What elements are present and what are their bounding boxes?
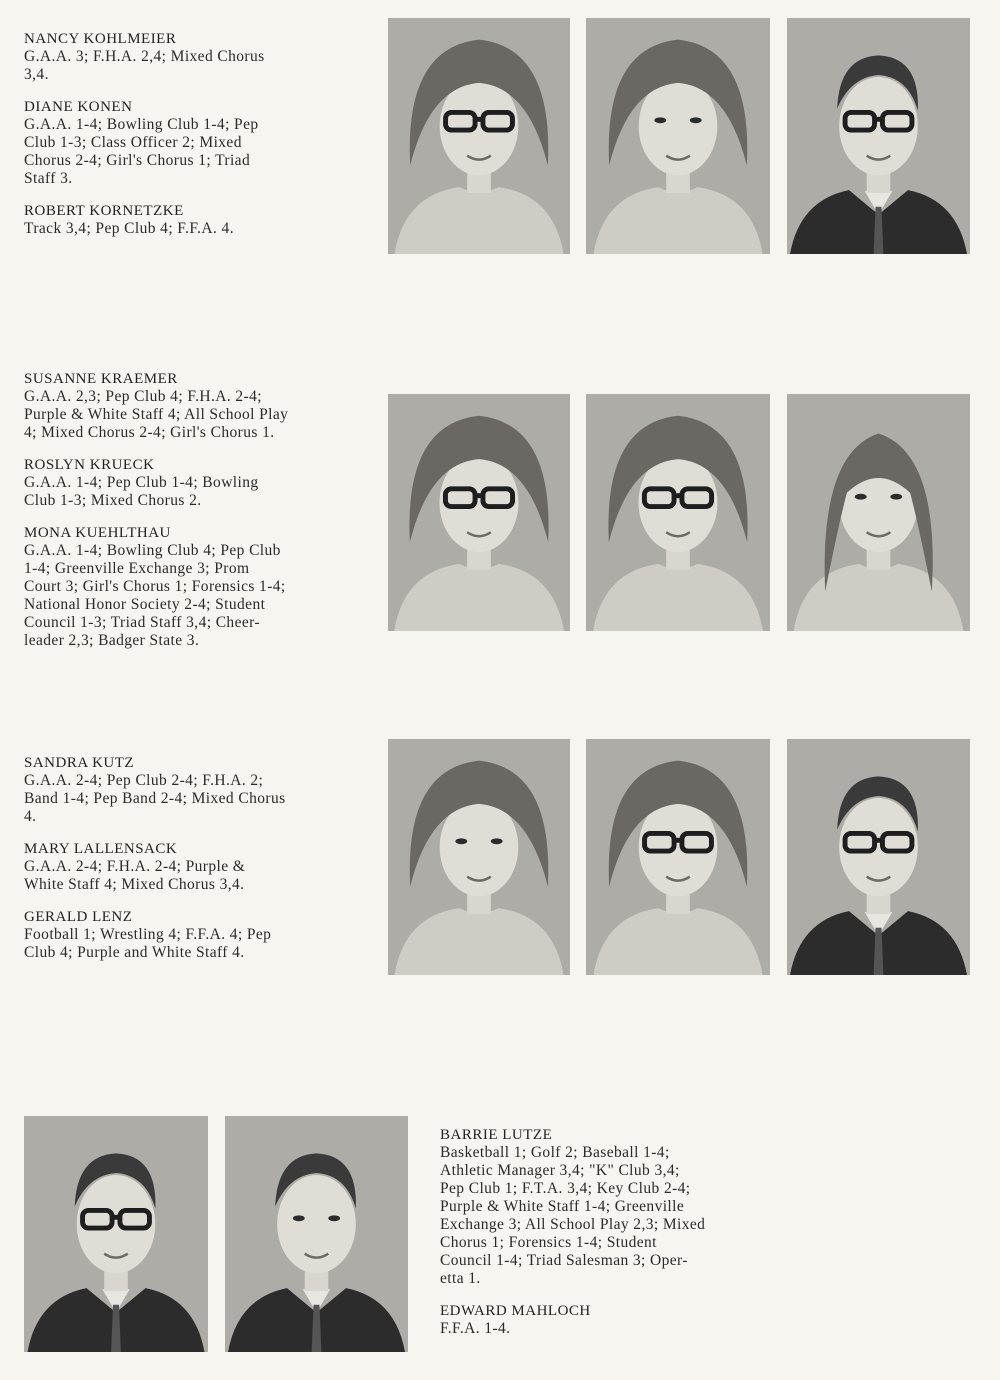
student-activities: G.A.A. 1-4; Pep Club 1-4; Bowling Club 1-3; Mixed Chorus 2. xyxy=(24,474,259,509)
student-portrait-photo xyxy=(388,739,570,975)
student-name: ROSLYN KRUECK xyxy=(24,457,155,473)
student-portrait-photo xyxy=(388,394,570,631)
student-name: DIANE KONEN xyxy=(24,99,133,115)
text-group-1 xyxy=(24,30,374,252)
student-name: MONA KUEHLTHAU xyxy=(24,525,171,541)
student-portrait-photo xyxy=(787,18,970,254)
student-entry xyxy=(24,202,374,238)
text-group-4 xyxy=(440,1126,800,1352)
student-name: SUSANNE KRAEMER xyxy=(24,371,178,387)
student-activities: G.A.A. 3; F.H.A. 2,4; Mixed Chorus 3,4. xyxy=(24,48,265,83)
student-entry xyxy=(440,1302,800,1338)
portrait-illustration xyxy=(586,18,770,254)
student-activities: Basketball 1; Golf 2; Baseball 1-4; Athletic Manager 3,4; "K" Club 3,4; Pep Club 1; F.T.A. 3,4; Key Club 2-4; Purple & White Staff 1-4; Greenville Exchange 3; All School Play 2,3; Mixed Chorus 1; Forensics 1-4; Student Council 1-4; Triad Salesman 3; Oper- etta 1. xyxy=(440,1144,706,1287)
student-activities: Football 1; Wrestling 4; F.F.A. 4; Pep Club 4; Purple and White Staff 4. xyxy=(24,926,272,961)
student-activities: G.A.A. 2,3; Pep Club 4; F.H.A. 2-4; Purple & White Staff 4; All School Play 4; Mixed Chorus 2-4; Girl's Chorus 1. xyxy=(24,388,289,441)
text-group-3 xyxy=(24,754,374,976)
student-portrait-photo xyxy=(225,1116,408,1352)
portrait-illustration xyxy=(787,739,970,975)
student-portrait-photo xyxy=(24,1116,208,1352)
student-entry xyxy=(24,456,374,510)
student-entry xyxy=(24,30,374,84)
student-entry xyxy=(24,840,374,894)
portrait-illustration xyxy=(586,739,770,975)
student-portrait-photo xyxy=(586,739,770,975)
student-portrait-photo xyxy=(388,18,570,254)
portrait-illustration xyxy=(388,18,570,254)
text-group-2 xyxy=(24,370,374,664)
student-activities: G.A.A. 1-4; Bowling Club 1-4; Pep Club 1-3; Class Officer 2; Mixed Chorus 2-4; Girl's Chorus 1; Triad Staff 3. xyxy=(24,116,259,187)
student-name: EDWARD MAHLOCH xyxy=(440,1303,591,1319)
portrait-illustration xyxy=(787,394,970,631)
student-name: ROBERT KORNETZKE xyxy=(24,203,184,219)
portrait-illustration xyxy=(787,18,970,254)
portrait-illustration xyxy=(225,1116,408,1352)
student-entry xyxy=(24,908,374,962)
student-portrait-photo xyxy=(586,18,770,254)
student-entry xyxy=(24,524,374,650)
student-name: BARRIE LUTZE xyxy=(440,1127,553,1143)
student-activities: Track 3,4; Pep Club 4; F.F.A. 4. xyxy=(24,220,234,237)
student-entry xyxy=(24,98,374,188)
portrait-illustration xyxy=(586,394,770,631)
student-entry xyxy=(24,370,374,442)
portrait-illustration xyxy=(388,394,570,631)
student-activities: G.A.A. 2-4; Pep Club 2-4; F.H.A. 2; Band 1-4; Pep Band 2-4; Mixed Chorus 4. xyxy=(24,772,286,825)
student-name: MARY LALLENSACK xyxy=(24,841,178,857)
student-entry xyxy=(440,1126,800,1288)
student-portrait-photo xyxy=(586,394,770,631)
student-portrait-photo xyxy=(787,394,970,631)
portrait-illustration xyxy=(24,1116,208,1352)
student-name: NANCY KOHLMEIER xyxy=(24,31,177,47)
student-activities: G.A.A. 2-4; F.H.A. 2-4; Purple & White Staff 4; Mixed Chorus 3,4. xyxy=(24,858,246,893)
student-activities: F.F.A. 1-4. xyxy=(440,1320,511,1337)
student-name: SANDRA KUTZ xyxy=(24,755,135,771)
student-activities: G.A.A. 1-4; Bowling Club 4; Pep Club 1-4; Greenville Exchange 3; Prom Court 3; Girl's Chorus 1; Forensics 1-4; National Honor Society 2-4; Student Council 1-3; Triad Staff 3,4; Cheer- leader 2,3; Badger State 3. xyxy=(24,542,286,649)
portrait-illustration xyxy=(388,739,570,975)
student-entry xyxy=(24,754,374,826)
student-name: GERALD LENZ xyxy=(24,909,133,925)
student-portrait-photo xyxy=(787,739,970,975)
